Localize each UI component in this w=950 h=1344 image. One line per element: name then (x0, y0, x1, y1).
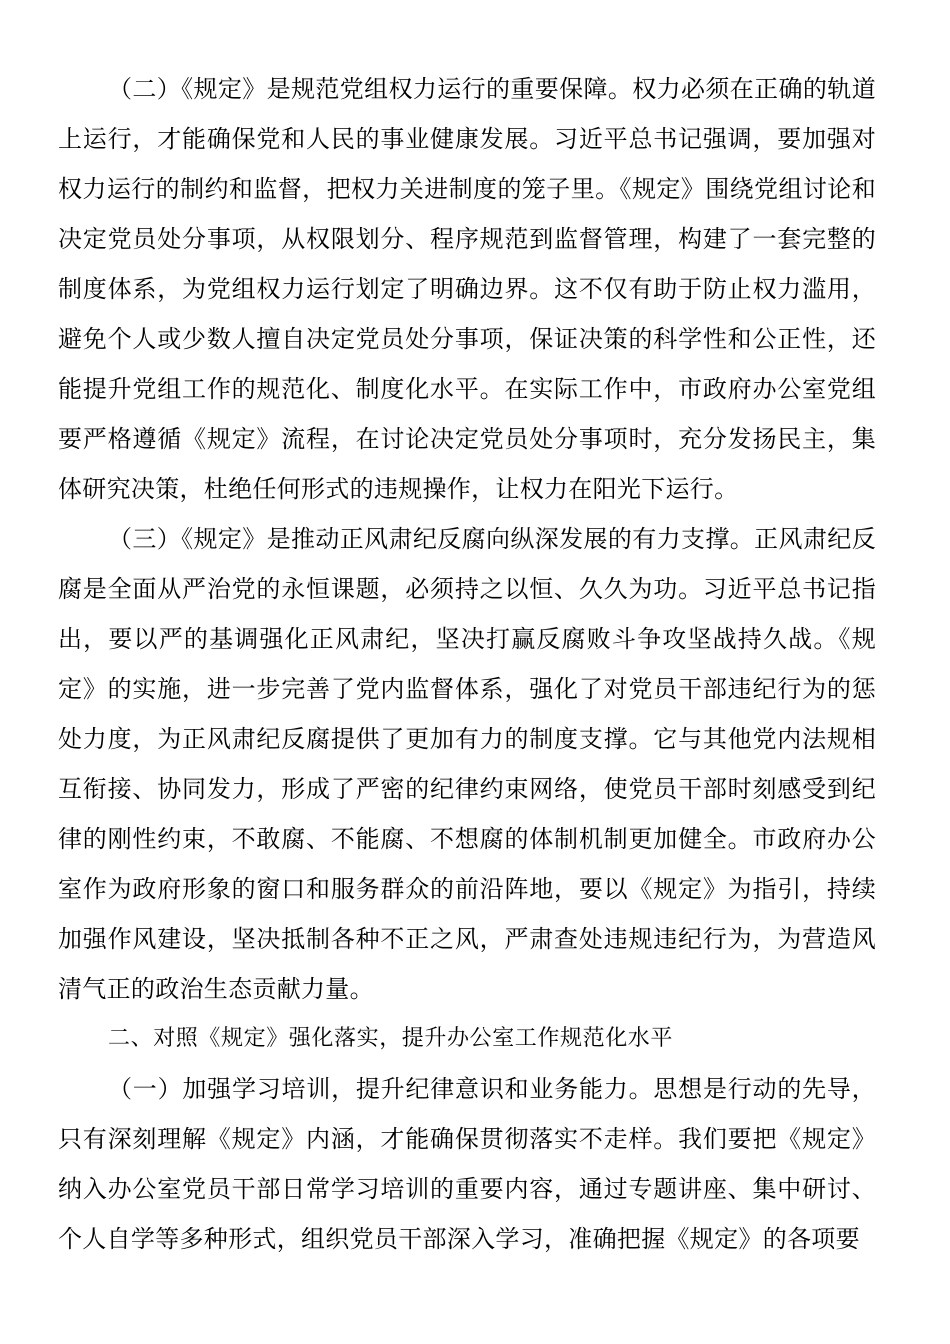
section-heading: 二、对照《规定》强化落实，提升办公室工作规范化水平 (108, 1026, 674, 1051)
paragraph-anti-corruption: （三）《规定》是推动正风肃纪反腐向纵深发展的有力支撑。正风肃纪反腐是全面从严治党的永恒课题，必须持之以恒、久久为功。习近平总书记指出，要以严的基调强化正风肃纪，坚决打赢反腐败斗争攻坚战持久战。《规定》的实施，进一步完善了党内监督体系，强化了对党员干部违纪行为的惩处力度，为正风肃纪反腐提供了更加有力的制度支撑。它与其他党内法规相互衔接、协同发力，形成了严密的纪律约束网络，使党员干部时刻感受到纪律的刚性约束，不敢腐、不能腐、不想腐的体制机制更加健全。市政府办公室作为政府形象的窗口和服务群众的前沿阵地，要以《规定》为指引，持续加强作风建设，坚决抵制各种不正之风，严肃查处违规违纪行为，为营造风清气正的政治生态贡献力量。 (58, 525, 876, 1003)
paragraph-study-training: （一）加强学习培训，提升纪律意识和业务能力。思想是行动的先导，只有深刻理解《规定》内涵，才能确保贯彻落实不走样。我们要把《规定》纳入办公室党员干部日常学习培训的重要内容，通过专题讲座、集中研讨、个人自学等多种形式，组织党员干部深入学习，准确把握《规定》的各项要 (58, 1075, 876, 1253)
document-page (58, 64, 876, 1264)
paragraph-power-operation: （二）《规定》是规范党组权力运行的重要保障。权力必须在正确的轨道上运行，才能确保党和人民的事业健康发展。习近平总书记强调，要加强对权力运行的制约和监督，把权力关进制度的笼子里。《规定》围绕党组讨论和决定党员处分事项，从权限划分、程序规范到监督管理，构建了一套完整的制度体系，为党组权力运行划定了明确边界。这不仅有助于防止权力滥用，避免个人或少数人擅自决定党员处分事项，保证决策的科学性和公正性，还能提升党组工作的规范化、制度化水平。在实际工作中，市政府办公室党组要严格遵循《规定》流程，在讨论决定党员处分事项时，充分发扬民主，集体研究决策，杜绝任何形式的违规操作，让权力在阳光下运行。 (58, 75, 876, 503)
